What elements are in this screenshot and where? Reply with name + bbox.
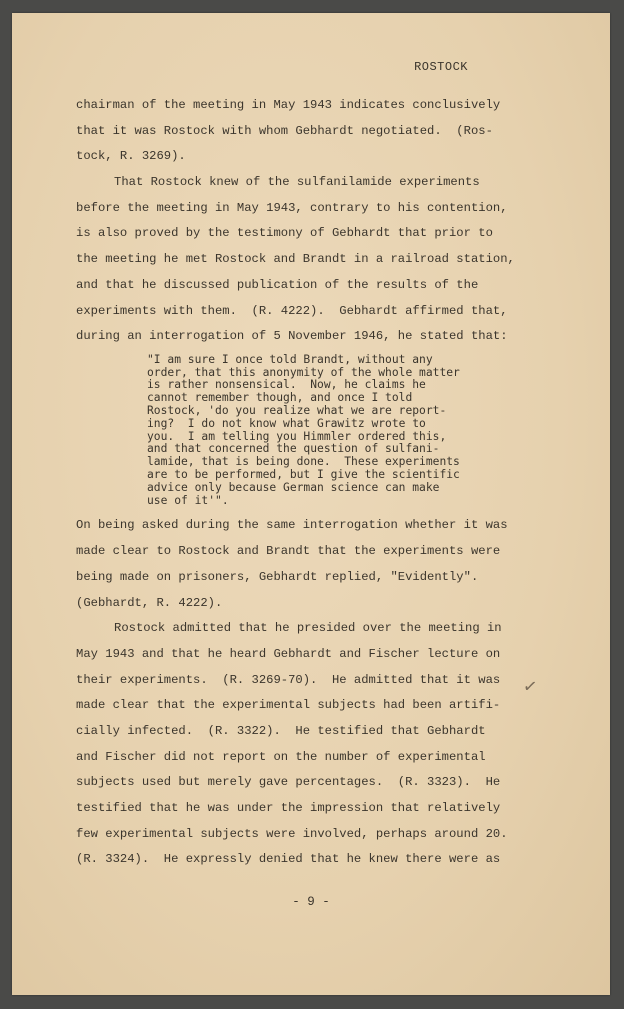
text-line: that it was Rostock with whom Gebhardt negotiated. (Ros-	[76, 123, 493, 138]
text-line: That Rostock knew of the sulfanilamide experiments	[114, 175, 480, 190]
text-line: their experiments. (R. 3269-70). He admitted that it was	[76, 672, 501, 687]
text-line: chairman of the meeting in May 1943 indicates conclusively	[76, 98, 501, 112]
body-text	[76, 93, 546, 873]
quote-line: ing? I do not know what Grawitz wrote to	[147, 416, 426, 430]
text-line: made clear to Rostock and Brandt that the experiments were	[76, 544, 501, 559]
quote-line: Rostock, 'do you realize what we are report-	[147, 404, 447, 418]
text-line: May 1943 and that he heard Gebhardt and Fischer lecture on	[76, 646, 501, 661]
block-quote	[147, 354, 546, 508]
text-line: On being asked during the same interrogation whether it was	[76, 518, 508, 533]
quote-line: is rather nonsensical. Now, he claims he	[147, 378, 426, 392]
paragraph	[76, 616, 546, 873]
paragraph	[76, 170, 546, 350]
text-line: cially infected. (R. 3322). He testified that Gebhardt	[76, 723, 486, 738]
quote-line: you. I am telling you Himmler ordered this,	[147, 429, 447, 443]
text-line: the meeting he met Rostock and Brandt in a railroad station,	[76, 252, 515, 267]
running-header: ROSTOCK	[414, 60, 468, 74]
paragraph	[76, 513, 546, 616]
text-line: (R. 3324). He expressly denied that he knew there were as	[76, 852, 501, 867]
paragraph	[76, 93, 546, 170]
quote-line: are to be performed, but I give the scientific	[147, 468, 460, 482]
check-mark-icon: ✓	[521, 676, 539, 698]
text-line: before the meeting in May 1943, contrary to his contention,	[76, 200, 508, 215]
page-number: - 9 -	[292, 895, 330, 909]
quote-line: advice only because German science can make	[147, 480, 440, 494]
text-line: Rostock admitted that he presided over the meeting in	[114, 621, 502, 636]
quote-line: use of it'".	[147, 493, 229, 507]
text-line: made clear that the experimental subjects had been artifi-	[76, 698, 501, 713]
quote-line: order, that this anonymity of the whole matter	[147, 365, 460, 379]
text-line: and Fischer did not report on the number of experimental	[76, 749, 486, 764]
quote-line: lamide, that is being done. These experiments	[147, 455, 460, 469]
text-line: being made on prisoners, Gebhardt replied, "Evidently".	[76, 569, 479, 584]
quote-line: "I am sure I once told Brandt, without any	[147, 352, 433, 366]
text-line: is also proved by the testimony of Gebhardt that prior to	[76, 226, 493, 241]
text-line: experiments with them. (R. 4222). Gebhardt affirmed that,	[76, 303, 508, 318]
text-line: during an interrogation of 5 November 1946, he stated that:	[76, 329, 508, 344]
text-line: subjects used but merely gave percentages. (R. 3323). He	[76, 775, 501, 790]
document-page	[12, 13, 610, 995]
text-line: testified that he was under the impression that relatively	[76, 801, 501, 815]
text-line: few experimental subjects were involved, perhaps around 20.	[76, 826, 508, 841]
text-line: and that he discussed publication of the results of the	[76, 277, 479, 292]
quote-line: and that concerned the question of sulfani-	[147, 442, 440, 456]
quote-line: cannot remember though, and once I told	[147, 391, 413, 405]
text-line: (Gebhardt, R. 4222).	[76, 595, 223, 610]
text-line: tock, R. 3269).	[76, 149, 186, 164]
